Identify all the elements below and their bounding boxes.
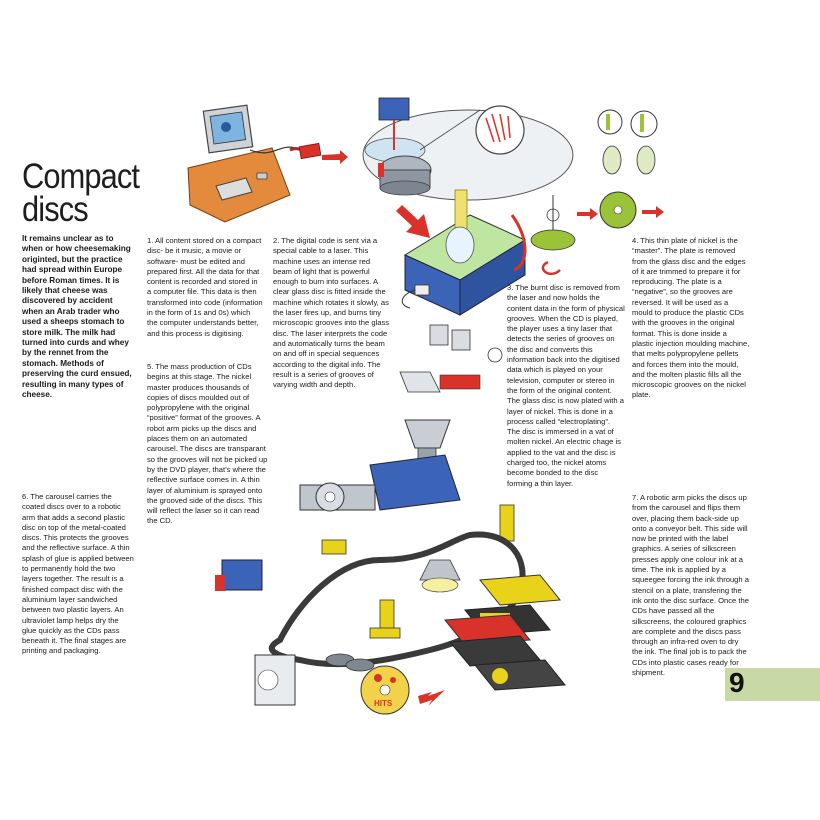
step-4-text: 4. This thin plate of nickel is the “master”. The plate is removed from the glass disc and the edges of it are trimmed to prepare it for reproducing. The plate is a “negative”, so the grooves are reversed. It will be used as a mould to produce the plastic CDs with the grooves in the original format. This is done inside a plastic injection moulding machine, that melts polypropylene pellets and forces them into the mould, and the molten plastic fills all the microscopic grooves on the nickel plate. [632, 236, 750, 400]
silkscreen-press-illustration [445, 575, 565, 690]
uv-lamp-illustration [420, 560, 460, 592]
arrow-icon [322, 150, 348, 164]
injection-machine-illustration [300, 420, 460, 511]
step-1-text: 1. All content stored on a compact disc- be it music, a movie or software- must be edited and prepared first. All the data for that content is recorded and stored in a computer file. This data is then transformed into code (information in the form of 1s and 0s) which the computer understands better, and this process is digitising. [147, 236, 263, 338]
page-title: Compact discs [22, 157, 140, 229]
hits-label: HITS [374, 699, 393, 708]
groove-detail-illustration [598, 110, 657, 174]
step-5-text: 5. The mass production of CDs begins at this stage. The nickel master produces thousands of copies of discs moulded out of polypropylene with the original “positive” format of the grooves. A robot arm picks up the discs and places them on an automated carousel. The discs are transparant so the grooves will not be picked up by the DVD player, that’s where the reflective surface comes in. A thin layer of aluminium is sprayed onto the grooved side of the discs. This will reflect the laser so it can read the CD. [147, 362, 268, 526]
arrow-icon [418, 690, 445, 706]
hits-cd-illustration [361, 666, 409, 714]
laser-machine-illustration [363, 98, 573, 200]
computer-illustration [188, 105, 300, 222]
cable-plug-illustration [299, 143, 321, 158]
spray-unit-illustration [215, 560, 262, 591]
step-2-text: 2. The digital code is sent via a special cable to a laser. This machine uses an intense red beam of light that is powerful enough to burn into surfaces. A clear glass disc is fitted inside the machine which rotates it slowly, as the laser fires up, and burns tiny microscopic grooves into the glass disc. The laser interprets the code and automatically turns the beam on and off in special sequences according to the digital info. The result is a series of grooves of varying width and depth. [273, 236, 390, 390]
step-6-text: 6. The carousel carries the coated discs over to a robotic arm that adds a second plastic disc on top of the metal-coated discs. This protects the grooves and the reflective surface. A thin splash of glue is applied between to permanently hold the two layers together. The result is a finished compact disc with the aluminium layer sandwiched between two plastic layers. An ultraviolet lamp helps dry the glue quickly as the CDs pass beneath it. The final stages are printing and packaging. [22, 492, 134, 656]
intro-paragraph: It remains unclear as to when or how cheesemaking originted, but the practice had spread within Europe before Roman times. It is likely that cheese was discovered by accident when an Arab trader who used a sheeps stomach to store milk. The milk had turned into curds and whey by the rennet from the stomach. Methods of preserving the curd ensued, resulting in many types of cheese. [22, 234, 132, 400]
step-7-text: 7. A robotic arm picks the discs up from the carousel and flips them over, placing them back-side up onto a conveyor belt. This side will now be printed with the label graphics. A series of silkscreen presses apply one colour ink at a time. The ink is applied by a squeegee forcing the ink through a stencil on a plate, transfering the ink onto the disc surface. Once the CDs have passed all the silkscreens, the coloured graphics are complete and the discs pass through an infra-red oven to dry the ink. The final job is to pack the CDs into plastic cases ready for shipment. [632, 493, 749, 678]
page-number: 9 [729, 667, 745, 698]
step-3-text: 3. The burnt disc is removed from the laser and now holds the content data in the form of physical grooves. When the CD is played, the player uses a tiny laser that detects the series of grooves on the disc and converts this information back into the digitised data which is played on your television, computer or stereo in the form of the original content. The glass disc is now plated with a layer of nickel. This is done in a process called “electroplating”. The disc is immersed in a vat of molten nickel. An electric chage is applied to the vat and the disc is charged too, the nickel atoms become bonded to the disc forming a thin layer. [507, 283, 625, 488]
moulding-machine-illustration [400, 325, 502, 392]
arrow-icon [396, 205, 430, 238]
page-number-tab [725, 668, 820, 701]
